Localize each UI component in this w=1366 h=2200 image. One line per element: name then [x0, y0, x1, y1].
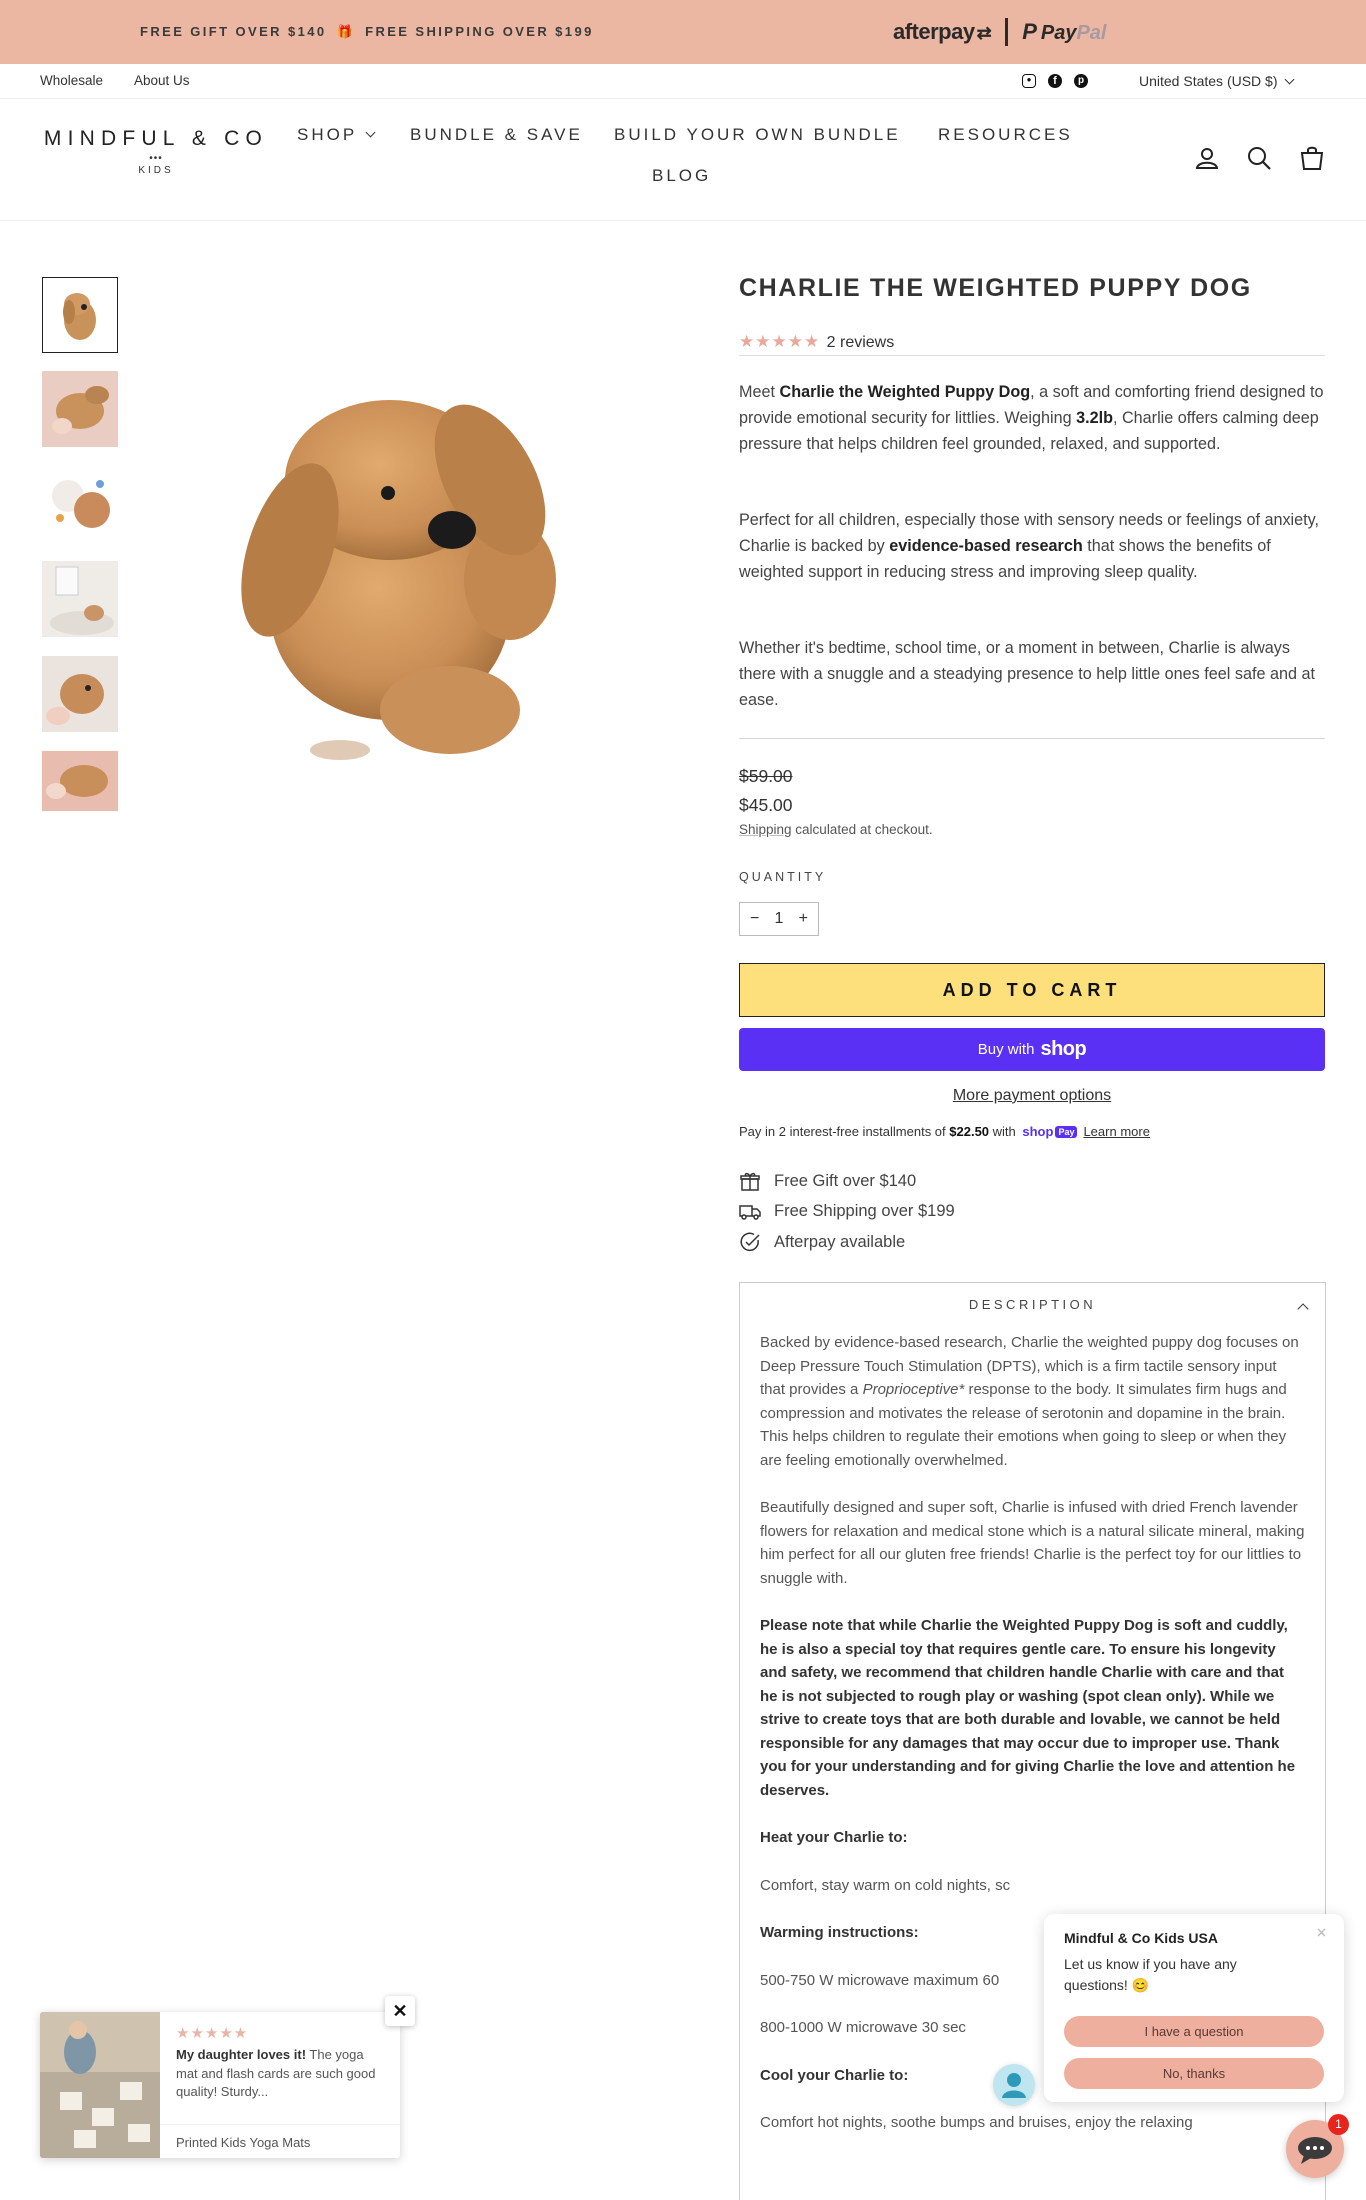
close-icon[interactable]: ✕	[385, 1996, 415, 2026]
product-rating[interactable]	[739, 332, 1325, 356]
description-heading[interactable]: DESCRIPTION	[968, 1297, 1097, 1312]
description-paragraph-2: Beautifully designed and super soft, Charlie is infused with dried French lavender flowers for relaxation and medical stone which is a natural silicate mineral, making him perfect for all our gluten free friends! Charlie is the perfect toy for our littlies to snuggle with.	[760, 1499, 1305, 1587]
review-popup[interactable]	[40, 2012, 400, 2158]
heat-text: Comfort, stay warm on cold nights, sc	[760, 1876, 1011, 1894]
review-product-image	[40, 2012, 160, 2158]
nav-blog[interactable]: BLOG	[652, 166, 712, 185]
nav-build-bundle[interactable]: BUILD YOUR OWN BUNDLE	[614, 125, 901, 144]
thumbnail-6[interactable]	[42, 751, 118, 811]
feature-free-shipping: Free Shipping over $199	[739, 1200, 955, 1222]
brand-name: MINDFUL & CO	[43, 127, 269, 150]
cool-heading: Cool your Charlie to:	[760, 2066, 909, 2084]
instagram-icon[interactable]: ●	[1022, 74, 1036, 88]
facebook-icon[interactable]: f	[1048, 74, 1062, 88]
warming-step-1: 500-750 W microwave maximum 60	[760, 1971, 1000, 1989]
chevron-down-icon	[1284, 75, 1294, 85]
quantity-input[interactable]: 1	[774, 910, 784, 927]
free-gift-text: FREE GIFT OVER $140	[140, 24, 327, 39]
chat-title: Mindful & Co Kids USA	[1064, 1930, 1218, 1946]
utility-bar	[0, 64, 1366, 99]
review-stars: ★★★★★	[176, 2025, 249, 2042]
thumbnail-1[interactable]	[42, 277, 118, 353]
original-price: $59.00	[739, 766, 793, 786]
brand-logo[interactable]	[38, 127, 274, 176]
payment-logos	[893, 14, 1107, 50]
thumbnail-5[interactable]	[42, 656, 118, 732]
agent-avatar-icon	[993, 2064, 1035, 2106]
quantity-stepper	[739, 902, 819, 936]
shipping-note: Shipping calculated at checkout.	[739, 822, 933, 837]
announcement-bar	[0, 0, 1366, 64]
currency-selector[interactable]	[1139, 73, 1293, 89]
intro-paragraph-3: Whether it's bedtime, school time, or a moment in between, Charlie is always there with a snuggle and a steadying presence to help little ones feel safe and at ease.	[739, 639, 1315, 709]
care-notice: Please note that while Charlie the Weighted Puppy Dog is soft and cuddly, he is also a special toy that requires gentle care. To ensure his longevity and safety, we recommend that children handle Charlie with care and that he is not subjected to rough play or washing (spot clean only). While we strive to create toys that are both durable and lovable, we cannot be held responsible for any damages that may occur due to improper use. Thank you for your understanding and for giving Charlie the love and attention he deserves.	[760, 1617, 1296, 1799]
site-header	[0, 99, 1366, 221]
learn-more-link[interactable]: Learn more	[1083, 1124, 1150, 1139]
review-product-name[interactable]: Printed Kids Yoga Mats	[160, 2124, 400, 2158]
nav-resources[interactable]: RESOURCES	[938, 125, 1073, 144]
quantity-label: QUANTITY	[739, 870, 827, 884]
cart-icon[interactable]	[1299, 145, 1325, 171]
pinterest-icon[interactable]: p	[1074, 74, 1088, 88]
review-text: My daughter loves it! The yoga mat and flash cards are such good quality! Sturdy...	[176, 2047, 376, 2099]
chat-message: Let us know if you have any questions! 😊	[1064, 1956, 1237, 1993]
afterpay-logo: afterpay ⇄	[893, 19, 992, 44]
currency-label: United States (USD $)	[1139, 73, 1278, 89]
product-main-image[interactable]	[200, 330, 600, 770]
product-title: CHARLIE THE WEIGHTED PUPPY DOG	[739, 274, 1252, 302]
shop-pay-logo: shop Pay	[1022, 1124, 1077, 1139]
free-shipping-text: FREE SHIPPING OVER $199	[365, 24, 594, 39]
description-paragraph-1: Backed by evidence-based research, Charlie the weighted puppy dog focuses on Deep Pressure Touch Stimulation (DPTS), which is a firm tactile sensory input that provides a Proprioceptive* response to the body. It simulates firm hugs and compression and motivates the release of serotonin and dopamine in the brain. This helps children to regulate their emotions when going to sleep or when they are feeling emotionally overwhelmed.	[760, 1334, 1299, 1469]
section-divider	[739, 738, 1325, 739]
shipping-link[interactable]: Shipping	[739, 822, 792, 837]
review-count[interactable]: 2 reviews	[826, 334, 895, 351]
gift-icon: 🎁	[336, 24, 356, 39]
paypal-logo: P PayPal	[1022, 19, 1107, 44]
wholesale-link[interactable]: Wholesale	[40, 73, 104, 88]
close-icon[interactable]	[1317, 1928, 1326, 1937]
truck-icon	[739, 1200, 761, 1222]
cool-text: Comfort hot nights, soothe bumps and bruises, enjoy the relaxing	[760, 2114, 1193, 2131]
quantity-increase-button[interactable]: +	[798, 910, 808, 927]
logo-divider	[1005, 18, 1008, 46]
search-icon[interactable]	[1246, 145, 1272, 171]
chevron-down-icon	[366, 128, 376, 138]
have-question-button[interactable]: I have a question	[1064, 2016, 1324, 2047]
warming-heading: Warming instructions:	[760, 1924, 919, 1941]
intro-paragraph-2: Perfect for all children, especially those with sensory needs or feelings of anxiety, Charlie is backed by evidence-based research that shows the benefits of weighted support in reducing stress and improving sleep quality.	[739, 511, 1320, 581]
account-icon[interactable]	[1194, 145, 1220, 171]
chat-popup	[1044, 1914, 1344, 2102]
quantity-decrease-button[interactable]: −	[750, 910, 760, 927]
feature-afterpay: Afterpay available	[739, 1231, 905, 1253]
nav-bundle-save[interactable]: BUNDLE & SAVE	[410, 125, 583, 144]
about-us-link[interactable]: About Us	[134, 73, 190, 88]
no-thanks-button[interactable]: No, thanks	[1064, 2058, 1324, 2089]
add-to-cart-button[interactable]: ADD TO CART	[739, 963, 1325, 1017]
sale-price: $45.00	[739, 795, 793, 815]
intro-paragraph-1: Meet Charlie the Weighted Puppy Dog, a soft and comforting friend designed to provide emotional security for littlies. Weighing 3.2lb, Charlie offers calming deep pressure that helps children feel grounded, relaxed, and supported.	[739, 383, 1324, 453]
rating-stars: ★★★★★	[739, 332, 821, 351]
more-payment-options-link[interactable]: More payment options	[952, 1087, 1112, 1104]
warming-step-2: 800-1000 W microwave 30 sec	[760, 2019, 966, 2036]
announcement-text	[140, 24, 594, 40]
brand-dots: •••	[149, 153, 163, 164]
brand-subtitle: KIDS	[138, 165, 174, 176]
buy-with-shop-button[interactable]: Buy with shop	[739, 1028, 1325, 1071]
chat-unread-badge: 1	[1328, 2114, 1349, 2135]
thumbnail-4[interactable]	[42, 561, 118, 637]
thumbnail-2[interactable]	[42, 371, 118, 447]
gift-icon	[739, 1170, 761, 1192]
check-circle-icon	[739, 1231, 761, 1253]
heat-heading: Heat your Charlie to:	[760, 1829, 908, 1846]
feature-free-gift: Free Gift over $140	[739, 1170, 916, 1192]
nav-shop[interactable]: SHOP	[297, 125, 374, 145]
installments-note: Pay in 2 interest-free installments of $22.50 with shop Pay Learn more	[739, 1124, 1150, 1139]
thumbnail-3[interactable]	[42, 466, 118, 542]
